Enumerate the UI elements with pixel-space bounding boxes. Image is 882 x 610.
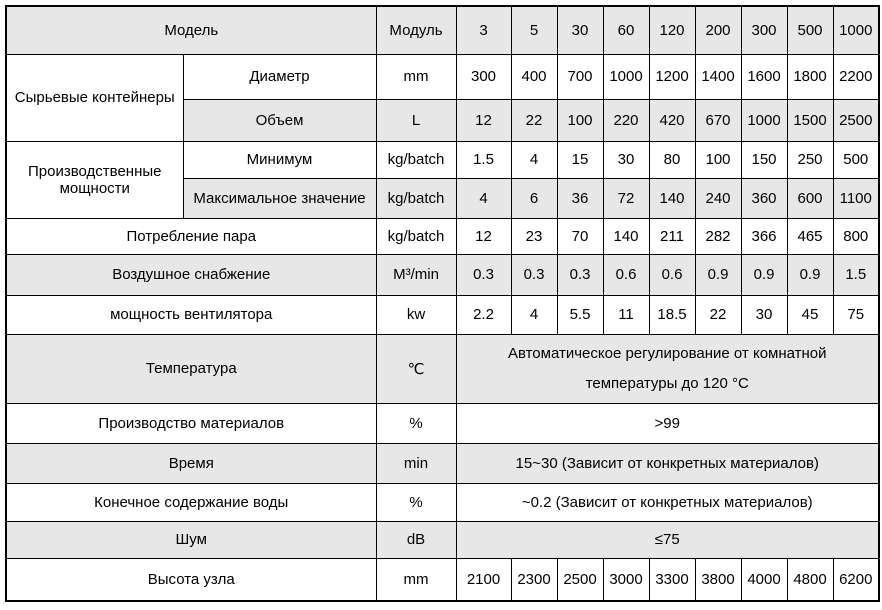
volume-unit-cell: L <box>376 99 456 141</box>
value-cell: 36 <box>557 178 603 218</box>
value-cell: 700 <box>557 54 603 99</box>
value-cell: 70 <box>557 218 603 254</box>
height-row <box>6 558 879 601</box>
value-cell: 4800 <box>787 558 833 601</box>
volume-label-cell: Объем <box>183 99 376 141</box>
fan-row <box>6 295 879 334</box>
noise-unit-cell: dB <box>376 521 456 558</box>
temperature-label-cell: Температура <box>6 334 376 403</box>
value-cell: 366 <box>741 218 787 254</box>
value-cell: 600 <box>787 178 833 218</box>
value-cell: 11 <box>603 295 649 334</box>
minimum-row <box>6 141 879 178</box>
value-cell: 300 <box>456 54 511 99</box>
value-cell: 300 <box>741 6 787 54</box>
value-cell: 0.9 <box>695 254 741 295</box>
value-cell: 140 <box>649 178 695 218</box>
value-cell: 1800 <box>787 54 833 99</box>
value-cell: 15 <box>557 141 603 178</box>
value-cell: 0.3 <box>456 254 511 295</box>
value-cell: 500 <box>833 141 879 178</box>
value-cell: 100 <box>557 99 603 141</box>
value-cell: 6 <box>511 178 557 218</box>
noise-label-cell: Шум <box>6 521 376 558</box>
value-cell: 4 <box>456 178 511 218</box>
value-cell: 1.5 <box>456 141 511 178</box>
value-cell: 3 <box>456 6 511 54</box>
value-cell: 100 <box>695 141 741 178</box>
value-cell: 1000 <box>741 99 787 141</box>
water-value-cell: ~0.2 (Зависит от конкретных материалов) <box>456 483 879 521</box>
value-cell: 1200 <box>649 54 695 99</box>
value-cell: 360 <box>741 178 787 218</box>
value-cell: 1000 <box>603 54 649 99</box>
value-cell: 1600 <box>741 54 787 99</box>
value-cell: 0.9 <box>741 254 787 295</box>
noise-row <box>6 521 879 558</box>
value-cell: 3300 <box>649 558 695 601</box>
value-cell: 4000 <box>741 558 787 601</box>
fan-label-cell: мощность вентилятора <box>6 295 376 334</box>
value-cell: 500 <box>787 6 833 54</box>
value-cell: 1400 <box>695 54 741 99</box>
steam-unit-cell: kg/batch <box>376 218 456 254</box>
value-cell: 200 <box>695 6 741 54</box>
diameter-label-cell: Диаметр <box>183 54 376 99</box>
value-cell: 240 <box>695 178 741 218</box>
header-row <box>6 6 879 54</box>
water-unit-cell: % <box>376 483 456 521</box>
value-cell: 3000 <box>603 558 649 601</box>
fan-unit-cell: kw <box>376 295 456 334</box>
time-value-cell: 15~30 (Зависит от конкретных материалов) <box>456 443 879 483</box>
steam-label-cell: Потребление пара <box>6 218 376 254</box>
value-cell: 1.5 <box>833 254 879 295</box>
value-cell: 12 <box>456 218 511 254</box>
value-cell: 30 <box>557 6 603 54</box>
value-cell: 0.3 <box>557 254 603 295</box>
value-cell: 12 <box>456 99 511 141</box>
value-cell: 75 <box>833 295 879 334</box>
module-header-cell: Модуль <box>376 6 456 54</box>
diameter-row <box>6 54 879 99</box>
value-cell: 800 <box>833 218 879 254</box>
value-cell: 30 <box>741 295 787 334</box>
value-cell: 2.2 <box>456 295 511 334</box>
steam-row <box>6 218 879 254</box>
minimum-unit-cell: kg/batch <box>376 141 456 178</box>
air-label-cell: Воздушное снабжение <box>6 254 376 295</box>
value-cell: 670 <box>695 99 741 141</box>
value-cell: 22 <box>511 99 557 141</box>
value-cell: 2500 <box>557 558 603 601</box>
value-cell: 211 <box>649 218 695 254</box>
maximum-label-cell: Максимальное значение <box>183 178 376 218</box>
temperature-row <box>6 334 879 403</box>
value-cell: 220 <box>603 99 649 141</box>
containers-group-cell: Сырьевые контейнеры <box>6 54 183 141</box>
value-cell: 5.5 <box>557 295 603 334</box>
value-cell: 1000 <box>833 6 879 54</box>
value-cell: 72 <box>603 178 649 218</box>
value-cell: 60 <box>603 6 649 54</box>
value-cell: 420 <box>649 99 695 141</box>
water-row <box>6 483 879 521</box>
yield-unit-cell: % <box>376 403 456 443</box>
value-cell: 282 <box>695 218 741 254</box>
spec-table <box>5 5 880 602</box>
diameter-unit-cell: mm <box>376 54 456 99</box>
value-cell: 5 <box>511 6 557 54</box>
value-cell: 4 <box>511 295 557 334</box>
water-label-cell: Конечное содержание воды <box>6 483 376 521</box>
value-cell: 2200 <box>833 54 879 99</box>
yield-label-cell: Производство материалов <box>6 403 376 443</box>
value-cell: 4 <box>511 141 557 178</box>
value-cell: 1100 <box>833 178 879 218</box>
noise-value-cell: ≤75 <box>456 521 879 558</box>
yield-value-cell: >99 <box>456 403 879 443</box>
temperature-unit-cell: ℃ <box>376 334 456 403</box>
value-cell: 0.6 <box>649 254 695 295</box>
value-cell: 3800 <box>695 558 741 601</box>
time-label-cell: Время <box>6 443 376 483</box>
value-cell: 400 <box>511 54 557 99</box>
value-cell: 2100 <box>456 558 511 601</box>
temperature-value-cell <box>456 334 879 403</box>
value-cell: 120 <box>649 6 695 54</box>
value-cell: 80 <box>649 141 695 178</box>
value-cell: 150 <box>741 141 787 178</box>
value-cell: 22 <box>695 295 741 334</box>
value-cell: 140 <box>603 218 649 254</box>
value-cell: 2500 <box>833 99 879 141</box>
value-cell: 6200 <box>833 558 879 601</box>
value-cell: 30 <box>603 141 649 178</box>
time-row <box>6 443 879 483</box>
maximum-unit-cell: kg/batch <box>376 178 456 218</box>
air-row <box>6 254 879 295</box>
value-cell: 0.6 <box>603 254 649 295</box>
value-cell: 23 <box>511 218 557 254</box>
value-cell: 250 <box>787 141 833 178</box>
value-cell: 0.9 <box>787 254 833 295</box>
value-cell: 1500 <box>787 99 833 141</box>
model-header-cell: Модель <box>6 6 376 54</box>
height-label-cell: Высота узла <box>6 558 376 601</box>
value-cell: 465 <box>787 218 833 254</box>
temperature-value-line1: Автоматическое регулирование от комнатной <box>507 344 827 362</box>
temperature-value-line2: температуры до 120 °C <box>585 374 749 392</box>
value-cell: 0.3 <box>511 254 557 295</box>
capacity-group-cell: Производственные мощности <box>6 141 183 218</box>
air-unit-cell: M³/min <box>376 254 456 295</box>
value-cell: 18.5 <box>649 295 695 334</box>
minimum-label-cell: Минимум <box>183 141 376 178</box>
value-cell: 45 <box>787 295 833 334</box>
time-unit-cell: min <box>376 443 456 483</box>
value-cell: 2300 <box>511 558 557 601</box>
yield-row <box>6 403 879 443</box>
height-unit-cell: mm <box>376 558 456 601</box>
